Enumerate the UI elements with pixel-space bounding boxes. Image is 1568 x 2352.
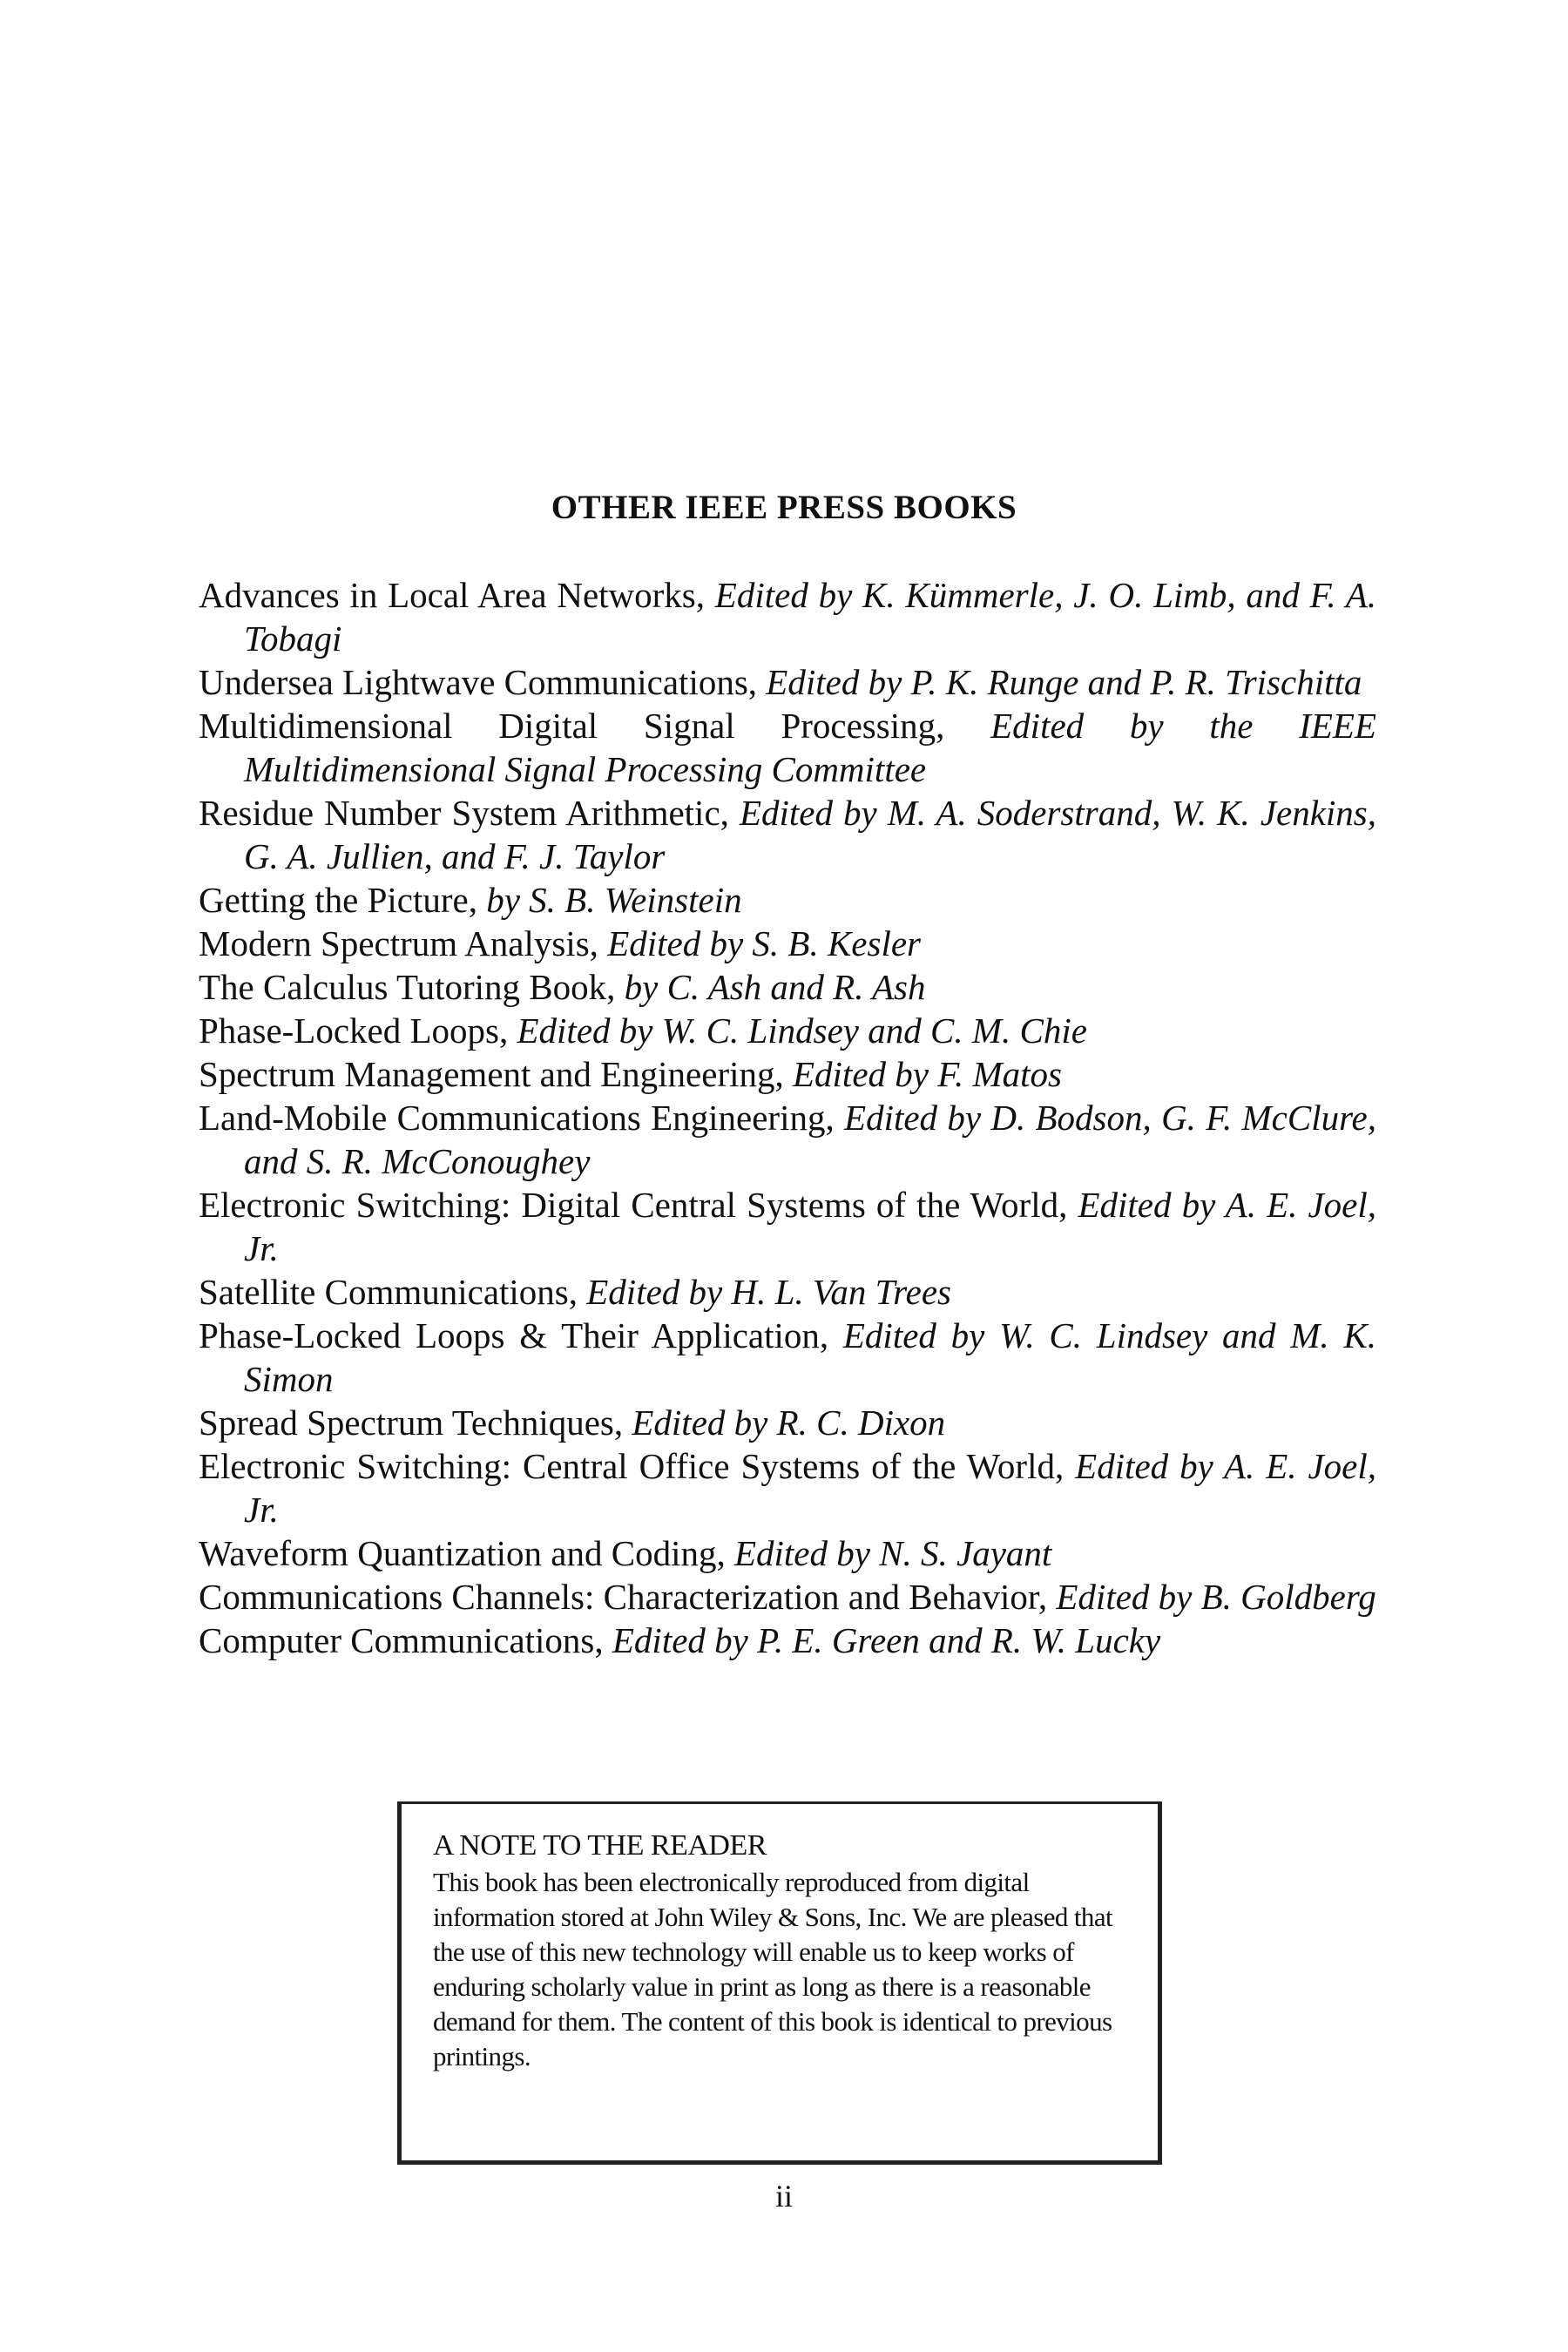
book-editors: Edited by F. Matos (793, 1054, 1062, 1094)
book-editors: Edited by H. L. Van Trees (586, 1272, 951, 1312)
page-heading: OTHER IEEE PRESS BOOKS (551, 489, 1017, 526)
book-title: Multidimensional Digital Signal Processing, (199, 706, 945, 746)
book-entry (199, 1575, 1376, 1619)
book-entry (199, 1052, 1376, 1096)
book-editors: Edited by the IEEE Multidimensional Signal Processing Committee (244, 706, 1377, 789)
book-title: Computer Communications, (199, 1620, 604, 1660)
book-editors: Edited by D. Bodson, G. F. McClure, and S. R. McConoughey (244, 1098, 1377, 1181)
book-entry (199, 660, 1376, 704)
page-number: ii (774, 2179, 793, 2213)
book-title: Spread Spectrum Techniques, (199, 1402, 624, 1443)
book-title: Phase-Locked Loops & Their Application, (199, 1315, 829, 1355)
book-title: Advances in Local Area Networks, (199, 575, 706, 615)
book-title: Phase-Locked Loops, (199, 1010, 509, 1051)
book-entry (199, 791, 1376, 878)
book-title: Getting the Picture, (199, 880, 477, 920)
book-entry (199, 1314, 1376, 1401)
book-entry (199, 573, 1376, 660)
book-editors: Edited by M. A. Soderstrand, W. K. Jenkins, G. A. Jullien, and F. J. Taylor (244, 793, 1377, 876)
book-editors: by S. B. Weinstein (486, 880, 742, 920)
book-list (199, 573, 1376, 1662)
book-editors: Edited by B. Goldberg (1056, 1577, 1376, 1617)
book-entry (199, 922, 1376, 965)
book-entry (199, 1270, 1376, 1314)
book-editors: Edited by K. Kümmerle, J. O. Limb, and F. A. Tobagi (244, 575, 1376, 659)
book-editors: by C. Ash and R. Ash (624, 967, 926, 1007)
reader-note-body: This book has been electronically reproduced from digital information stored at John Wiley & Sons, Inc. We are pleased that the use of this new technology will enable us to keep works of enduring scholarly value in print as long as there is a reasonable demand for them. The content of this book is identical to previous printings. (433, 1867, 1113, 2072)
book-editors: Edited by A. E. Joel, Jr. (244, 1446, 1376, 1530)
book-entry (199, 1096, 1376, 1183)
book-editors: Edited by P. E. Green and R. W. Lucky (612, 1620, 1161, 1660)
book-entry (199, 1183, 1376, 1270)
book-title: Communications Channels: Characterization and Behavior, (199, 1577, 1048, 1617)
book-entry (199, 704, 1376, 791)
book-entry (199, 965, 1376, 1009)
book-title: Residue Number System Arithmetic, (199, 793, 729, 833)
book-title: Satellite Communications, (199, 1272, 578, 1312)
book-title: Undersea Lightwave Communications, (199, 662, 758, 702)
book-entry (199, 878, 1376, 922)
book-title: Waveform Quantization and Coding, (199, 1533, 726, 1573)
book-title: Modern Spectrum Analysis, (199, 923, 598, 963)
book-editors: Edited by S. B. Kesler (607, 923, 921, 963)
book-title: Spectrum Management and Engineering, (199, 1054, 784, 1094)
book-entry (199, 1444, 1376, 1531)
book-editors: Edited by W. C. Lindsey and M. K. Simon (244, 1315, 1376, 1399)
book-editors: Edited by A. E. Joel, Jr. (244, 1185, 1377, 1268)
book-editors: Edited by N. S. Jayant (733, 1533, 1052, 1573)
book-editors: Edited by W. C. Lindsey and C. M. Chie (517, 1010, 1087, 1051)
book-title: Land-Mobile Communications Engineering, (199, 1098, 835, 1138)
book-entry (199, 1009, 1376, 1052)
book-editors: Edited by R. C. Dixon (632, 1402, 946, 1443)
book-title: The Calculus Tutoring Book, (199, 967, 616, 1007)
book-entry (199, 1619, 1376, 1662)
book-title: Electronic Switching: Central Office Systems of the World, (199, 1446, 1064, 1486)
book-editors: Edited by P. K. Runge and P. R. Trischitta (766, 662, 1362, 702)
book-entry (199, 1401, 1376, 1444)
reader-note-title: A NOTE TO THE READER (433, 1829, 767, 1862)
book-title: Electronic Switching: Digital Central Systems of the World, (199, 1185, 1068, 1225)
book-entry (199, 1531, 1376, 1575)
reader-note-box (397, 1801, 1162, 2165)
